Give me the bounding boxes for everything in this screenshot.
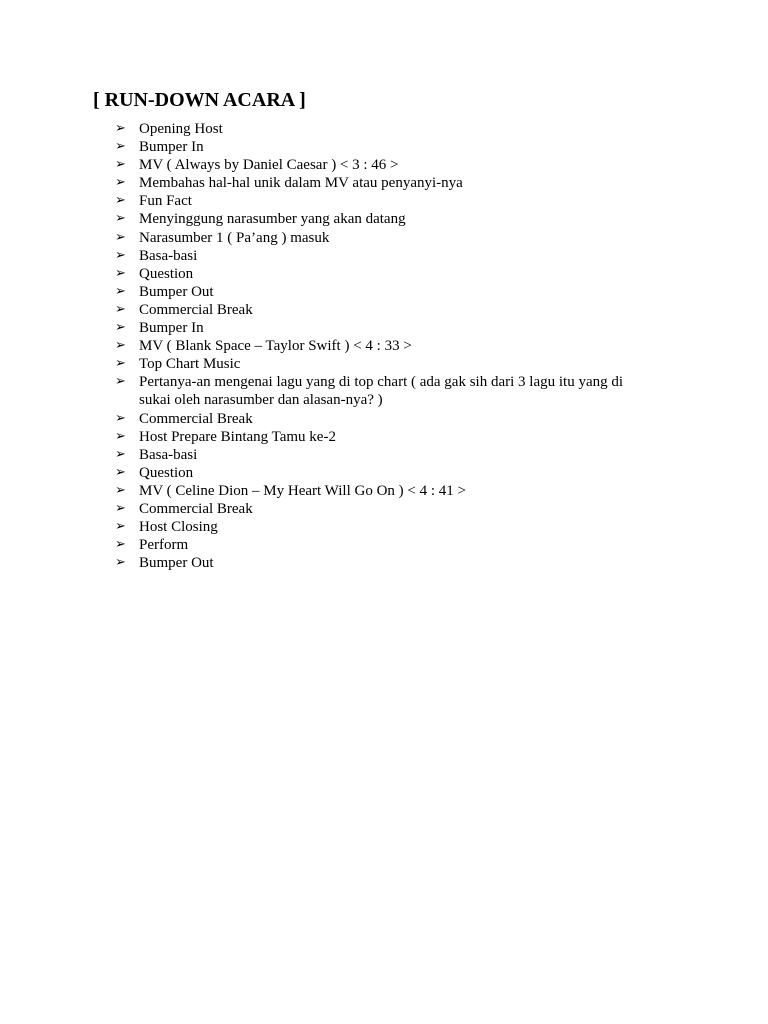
arrow-bullet-icon: ➢ [115, 320, 126, 336]
rundown-list [115, 120, 655, 572]
rundown-item [115, 446, 655, 464]
arrow-bullet-icon: ➢ [115, 211, 126, 227]
rundown-item [115, 192, 655, 210]
arrow-bullet-icon: ➢ [115, 356, 126, 372]
rundown-item-label: Bumper Out [139, 555, 214, 572]
arrow-bullet-icon: ➢ [115, 265, 126, 281]
document-title: [ RUN-DOWN ACARA ] [93, 89, 306, 111]
arrow-bullet-icon: ➢ [115, 338, 126, 354]
rundown-item-label: Top Chart Music [139, 356, 241, 373]
rundown-item [115, 247, 655, 265]
rundown-item [115, 138, 655, 156]
rundown-item-label: Membahas hal-hal unik dalam MV atau penyanyi-nya [139, 175, 463, 192]
arrow-bullet-icon: ➢ [115, 410, 126, 426]
rundown-item [115, 536, 655, 554]
rundown-item [115, 283, 655, 301]
rundown-item [115, 482, 655, 500]
arrow-bullet-icon: ➢ [115, 247, 126, 263]
rundown-item [115, 518, 655, 536]
rundown-item-label: Question [139, 464, 194, 481]
rundown-item-label: Fun Fact [139, 193, 192, 210]
arrow-bullet-icon: ➢ [115, 464, 126, 480]
arrow-bullet-icon: ➢ [115, 301, 126, 317]
arrow-bullet-icon: ➢ [115, 175, 126, 191]
rundown-item-label: MV ( Always by Daniel Caesar ) < 3 : 46 > [139, 157, 399, 174]
rundown-item [115, 428, 655, 446]
arrow-bullet-icon: ➢ [115, 537, 126, 553]
rundown-item [115, 337, 655, 355]
rundown-item-label: MV ( Celine Dion – My Heart Will Go On ) < 4 : 41 > [139, 482, 466, 499]
rundown-item-label: Commercial Break [139, 500, 253, 517]
rundown-item [115, 210, 655, 228]
rundown-item-label: Host Closing [139, 519, 218, 536]
rundown-item-label: Opening Host [139, 121, 223, 137]
rundown-item [115, 301, 655, 319]
arrow-bullet-icon: ➢ [115, 139, 126, 155]
arrow-bullet-icon: ➢ [115, 428, 126, 444]
rundown-item-label: Pertanya-an mengenai lagu yang di top chart ( ada gak sih dari 3 lagu itu yang di sukai oleh narasumber dan alasan-nya? ) [139, 374, 624, 409]
arrow-bullet-icon: ➢ [115, 555, 126, 571]
arrow-bullet-icon: ➢ [115, 446, 126, 462]
rundown-item [115, 120, 655, 138]
rundown-item [115, 500, 655, 518]
rundown-item [115, 373, 655, 409]
arrow-bullet-icon: ➢ [115, 374, 126, 390]
arrow-bullet-icon: ➢ [115, 157, 126, 173]
rundown-item-label: Narasumber 1 ( Pa’ang ) masuk [139, 229, 330, 246]
rundown-item-label: Commercial Break [139, 301, 253, 318]
arrow-bullet-icon: ➢ [115, 229, 126, 245]
rundown-item-label: Basa-basi [139, 247, 198, 264]
rundown-item [115, 265, 655, 283]
rundown-item-label: Menyinggung narasumber yang akan datang [139, 211, 406, 228]
rundown-item [115, 229, 655, 247]
rundown-item [115, 319, 655, 337]
rundown-item [115, 554, 655, 572]
rundown-item [115, 410, 655, 428]
rundown-item [115, 464, 655, 482]
rundown-item-label: MV ( Blank Space – Taylor Swift ) < 4 : 33 > [139, 338, 412, 355]
rundown-item-label: Bumper In [139, 139, 204, 156]
rundown-item-label: Host Prepare Bintang Tamu ke-2 [139, 428, 336, 445]
arrow-bullet-icon: ➢ [115, 121, 126, 136]
rundown-item-label: Question [139, 265, 194, 282]
arrow-bullet-icon: ➢ [115, 519, 126, 535]
rundown-item-label: Commercial Break [139, 410, 253, 427]
arrow-bullet-icon: ➢ [115, 193, 126, 209]
arrow-bullet-icon: ➢ [115, 283, 126, 299]
rundown-item [115, 174, 655, 192]
rundown-item-label: Bumper Out [139, 283, 214, 300]
rundown-item-label: Basa-basi [139, 446, 198, 463]
rundown-item [115, 156, 655, 174]
arrow-bullet-icon: ➢ [115, 500, 126, 516]
rundown-item [115, 355, 655, 373]
rundown-item-label: Perform [139, 537, 189, 554]
rundown-item-label: Bumper In [139, 320, 204, 337]
arrow-bullet-icon: ➢ [115, 482, 126, 498]
